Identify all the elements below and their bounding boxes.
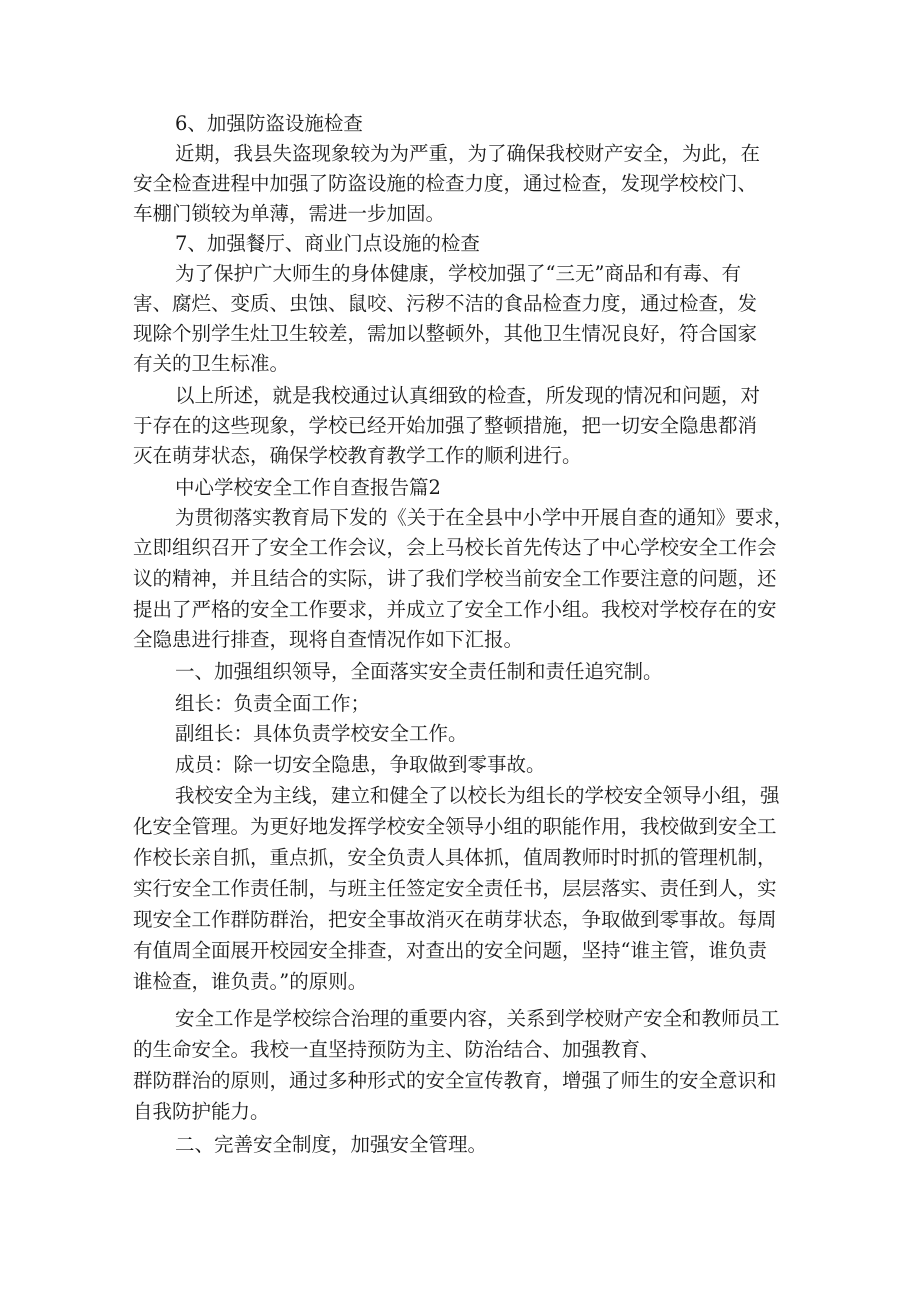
paragraph-line: 以上所述，就是我校通过认真细致的检查，所发现的情况和问题，对 [175,384,761,407]
paragraph-line: 的生命安全。我校一直坚持预防为主、防治结合、加强教育、 [133,1038,660,1061]
paragraph-line: 有值周全面展开校园安全排查，对查出的安全问题，坚持“谁主管，谁负责 [133,939,767,962]
report-title-2: 中心学校安全工作自查报告篇2 [175,476,441,499]
section-heading-7: 7、加强餐厅、商业门点设施的检查 [175,232,480,255]
paragraph-line: 灭在萌芽状态，确保学校教育教学工作的顺利进行。 [133,444,582,467]
paragraph-line: 近期，我县失盗现象较为为严重，为了确保我校财产安全，为此，在 [175,142,761,165]
paragraph-line: 提出了严格的安全工作要求，并成立了安全工作小组。我校对学校存在的安 [133,598,777,621]
paragraph-line: 车棚门锁较为单薄，需进一步加固。 [133,202,446,225]
paragraph-line: 立即组织召开了安全工作会议，会上马校长首先传达了中心学校安全工作会 [133,536,777,559]
paragraph-line: 自我防护能力。 [133,1100,270,1123]
paragraph-line: 为了保护广大师生的身体健康，学校加强了“三无”商品和有毒、有 [175,262,741,285]
section-heading-1: 一、加强组织领导，全面落实安全责任制和责任追究制。 [175,660,663,683]
paragraph-line: 于存在的这些现象，学校已经开始加强了整顿措施，把一切安全隐患都消 [133,414,758,437]
paragraph-line: 全隐患进行排查，现将自查情况作如下汇报。 [133,628,524,651]
paragraph-line: 实行安全工作责任制，与班主任签定安全责任书，层层落实、责任到人，实 [133,877,777,900]
paragraph-line: 现安全工作群防群治，把安全事故消灭在萌芽状态，争取做到零事故。每周 [133,908,777,931]
paragraph-line: 有关的卫生标准。 [133,352,290,375]
paragraph-line: 害、腐烂、变质、虫蚀、鼠咬、污秽不洁的食品检查力度，通过检查，发 [133,292,758,315]
paragraph-line: 作校长亲自抓，重点抓，安全负责人具体抓，值周教师时时抓的管理机制， [133,846,777,869]
paragraph-line: 我校安全为主线，建立和健全了以校长为组长的学校安全领导小组，强 [175,784,780,807]
paragraph-line: 为贯彻落实教育局下发的《关于在全县中小学中开展自查的通知》要求， [175,506,794,529]
paragraph-line: 安全检查进程中加强了防盗设施的检查力度，通过检查，发现学校校门、 [133,172,758,195]
paragraph-line: 现除个别学生灶卫生较差，需加以整顿外，其他卫生情况良好，符合国家 [133,322,758,345]
paragraph-line: 群防群治的原则，通过多种形式的安全宣传教育，增强了师生的安全意识和 [133,1069,777,1092]
paragraph-line: 化安全管理。为更好地发挥学校安全领导小组的职能作用，我校做到安全工 [133,815,777,838]
section-heading-2: 二、完善安全制度，加强安全管理。 [175,1133,488,1156]
paragraph-line: 议的精神，并且结合的实际，讲了我们学校当前安全工作要注意的问题，还 [133,567,777,590]
role-line-leader: 组长：负责全面工作； [175,692,371,715]
section-heading-6: 6、加强防盗设施检查 [175,112,363,135]
role-line-deputy: 副组长：具体负责学校安全工作。 [175,722,468,745]
paragraph-line: 谁检查，谁负责。”的原则。 [133,970,368,993]
role-line-members: 成员：除一切安全隐患，争取做到零事故。 [175,753,546,776]
paragraph-line: 安全工作是学校综合治理的重要内容，关系到学校财产安全和教师员工 [175,1007,780,1030]
